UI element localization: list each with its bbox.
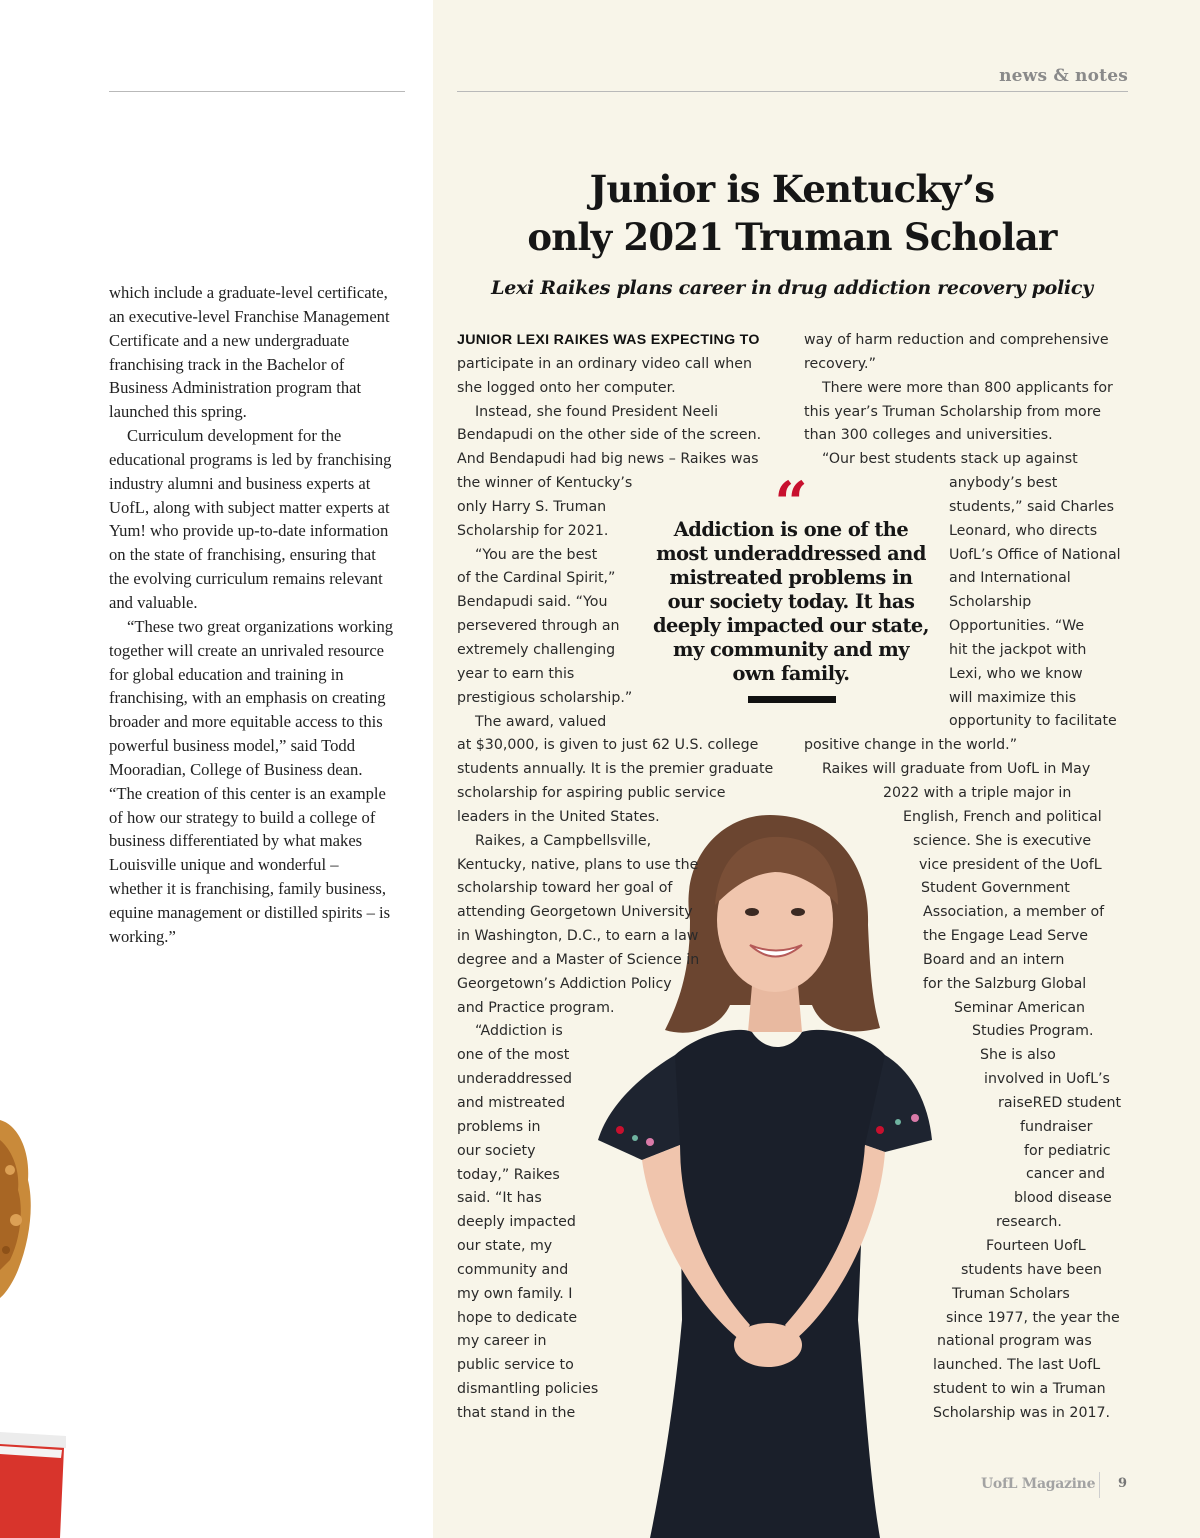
body-line: “Our best students stack up against	[822, 451, 1078, 468]
body-line: cancer and	[1026, 1166, 1106, 1183]
pull-quote-line: our society today. It has	[667, 590, 915, 613]
body-line: Fourteen UofL	[986, 1238, 1086, 1254]
body-line: the winner of Kentucky’s	[457, 475, 633, 492]
footer-divider	[1099, 1472, 1100, 1498]
fried-chicken-image	[0, 1110, 40, 1300]
body-line: research.	[996, 1214, 1062, 1231]
body-line: Leonard, who directs	[949, 522, 1098, 539]
article-lead-in: JUNIOR LEXI RAIKES WAS EXPECTING TO	[457, 332, 760, 348]
body-line: will maximize this	[949, 689, 1077, 706]
pull-quote-rule	[748, 696, 836, 703]
body-line: way of harm reduction and comprehensive	[804, 332, 1109, 348]
body-line: deeply impacted	[457, 1214, 576, 1231]
body-line: leaders in the United States.	[457, 808, 660, 825]
body-line: than 300 colleges and universities.	[804, 427, 1053, 444]
body-line: “Addiction is	[475, 1023, 563, 1040]
article-headline	[440, 165, 1144, 261]
pull-quote	[650, 518, 932, 686]
body-line: student to win a Truman	[933, 1381, 1106, 1398]
body-line: “You are the best	[475, 546, 598, 563]
body-line: community and	[457, 1261, 569, 1278]
body-line: and mistreated	[457, 1095, 566, 1111]
body-line: involved in UofL’s	[984, 1071, 1110, 1088]
body-line: my career in	[457, 1333, 547, 1350]
page-number: 9	[1118, 1476, 1128, 1491]
body-line: The award, valued	[475, 713, 607, 730]
body-line: hit the jackpot with	[949, 641, 1087, 658]
body-line: our society	[457, 1142, 536, 1159]
body-line: She is also	[980, 1047, 1056, 1064]
body-line: only Harry S. Truman	[457, 498, 607, 515]
body-line: today,” Raikes	[457, 1166, 560, 1183]
body-line: UofL’s Office of National	[949, 546, 1121, 563]
body-line: science. She is executive	[913, 832, 1092, 849]
section-label: news & notes	[999, 66, 1128, 86]
body-line: said. “It has	[457, 1190, 542, 1207]
pull-quote-line: deeply impacted our state,	[652, 614, 930, 637]
body-line: public service to	[457, 1357, 574, 1374]
body-line: Bendapudi on the other side of the screen.	[457, 427, 762, 444]
body-line: anybody’s best	[949, 475, 1058, 491]
body-line: year to earn this	[457, 665, 575, 682]
body-line: launched. The last UofL	[933, 1357, 1101, 1374]
body-line: underaddressed	[457, 1071, 573, 1088]
pull-quote-line: Addiction is one of the	[673, 518, 909, 541]
body-line: degree and a Master of Science in	[457, 951, 700, 968]
pull-quote-line: my community and my	[672, 638, 910, 661]
body-line: recovery.”	[804, 355, 876, 372]
body-line: dismantling policies	[457, 1381, 599, 1398]
body-line: at $30,000, is given to just 62 U.S. college	[457, 737, 759, 754]
body-line: Kentucky, native, plans to use the	[457, 856, 699, 873]
body-line: for the Salzburg Global	[923, 975, 1087, 992]
body-line: that stand in the	[457, 1404, 576, 1421]
body-line: blood disease	[1014, 1190, 1112, 1207]
body-line: and Practice program.	[457, 999, 615, 1016]
body-line: attending Georgetown University	[457, 904, 693, 921]
pull-quote-line: own family.	[732, 662, 850, 685]
body-line: students annually. It is the premier graduate	[457, 761, 774, 778]
body-line: in Washington, D.C., to earn a law	[457, 928, 699, 945]
body-line: Scholarship	[949, 594, 1032, 611]
body-line: students have been	[961, 1261, 1102, 1278]
body-line: vice president of the UofL	[919, 856, 1102, 873]
body-line: extremely challenging	[457, 641, 616, 658]
body-line: this year’s Truman Scholarship from more	[804, 403, 1101, 420]
left-column-text	[109, 281, 395, 949]
body-line: our state, my	[457, 1238, 553, 1255]
body-line: Board and an intern	[923, 951, 1065, 968]
article-subhead: Lexi Raikes plans career in drug addiction recovery policy	[491, 277, 1093, 299]
body-line: Scholarship was in 2017.	[933, 1404, 1111, 1421]
left-paragraph: Curriculum development for the educational programs is led by franchising industry alumni and business experts at UofL, along with subject matter experts at Yum! who provide up-to-date information on the state of franchising, ensuring that the evolving curriculum remains relevant and valuable.	[109, 426, 392, 612]
body-line: one of the most	[457, 1047, 570, 1064]
magazine-name: UofL Magazine	[981, 1476, 1096, 1492]
left-paragraph: which include a graduate-level certificate, an executive-level Franchise Management Certificate and a new undergraduate franchising track in the Bachelor of Business Administration program that launched this spring.	[109, 283, 390, 422]
body-line: she logged onto her computer.	[457, 379, 676, 396]
body-line: positive change in the world.”	[804, 737, 1018, 754]
body-line: Instead, she found President Neeli	[475, 403, 719, 420]
body-line: raiseRED student	[998, 1094, 1122, 1111]
body-line: for pediatric	[1024, 1142, 1111, 1159]
body-line: fundraiser	[1020, 1118, 1093, 1135]
article-column-a	[457, 329, 773, 1426]
body-line: participate in an ordinary video call when	[457, 355, 753, 372]
body-line: Truman Scholars	[952, 1285, 1070, 1302]
body-line: Studies Program.	[972, 1023, 1094, 1040]
pull-quote-line: most underaddressed and	[656, 542, 926, 565]
quote-mark-icon: “	[774, 469, 808, 537]
body-line: problems in	[457, 1118, 541, 1135]
pull-quote-line: mistreated problems in	[669, 566, 913, 589]
body-line: Student Government	[921, 880, 1070, 897]
body-line: the Engage Lead Serve	[923, 928, 1088, 945]
body-line: Raikes will graduate from UofL in May	[822, 761, 1091, 778]
body-line: Lexi, who we know	[949, 665, 1083, 682]
headline-line: only 2021 Truman Scholar	[527, 215, 1057, 259]
body-line: students,” said Charles	[949, 498, 1115, 515]
body-line: Scholarship for 2021.	[457, 522, 609, 539]
article-column-b-top	[804, 329, 1113, 472]
body-line: Bendapudi said. “You	[457, 594, 608, 611]
body-line: Raikes, a Campbellsville,	[475, 832, 652, 849]
body-line: of the Cardinal Spirit,”	[457, 570, 616, 587]
body-line: hope to dedicate	[457, 1309, 578, 1326]
body-line: scholarship toward her goal of	[457, 880, 673, 897]
body-line: national program was	[937, 1333, 1092, 1350]
body-line: Georgetown’s Addiction Policy	[457, 975, 672, 992]
body-line: and International	[949, 570, 1071, 587]
left-top-rule	[109, 91, 405, 92]
body-line: There were more than 800 applicants for	[822, 379, 1113, 396]
body-line: English, French and political	[903, 808, 1102, 825]
body-line: And Bendapudi had big news – Raikes was	[457, 451, 759, 468]
right-top-rule	[457, 91, 1128, 92]
body-line: persevered through an	[457, 618, 620, 635]
body-line: Opportunities. “We	[949, 618, 1085, 635]
body-line: scholarship for aspiring public service	[457, 785, 726, 802]
left-paragraph: “These two great organizations working together will create an unrivaled resource for global education and training in franchising, with an emphasis on creating broader and more equitable access to this powerful business model,” said Todd Mooradian, College of Business dean. “The creation of this center is an example of how our strategy to build a college of business differentiated by what makes Louisville unique and wonderful – whether it is franchising, family business, equine management or distilled spirits – is working.”	[109, 616, 394, 946]
body-line: 2022 with a triple major in	[883, 784, 1072, 801]
body-line: Seminar American	[954, 999, 1086, 1016]
red-bucket-image	[0, 1432, 70, 1538]
headline-line: Junior is Kentucky’s	[589, 167, 995, 211]
body-line: my own family. I	[457, 1285, 573, 1302]
body-line: since 1977, the year the	[946, 1309, 1120, 1326]
body-line: Association, a member of	[923, 904, 1105, 921]
body-line: opportunity to facilitate	[949, 713, 1117, 730]
body-line: prestigious scholarship.”	[457, 689, 633, 706]
